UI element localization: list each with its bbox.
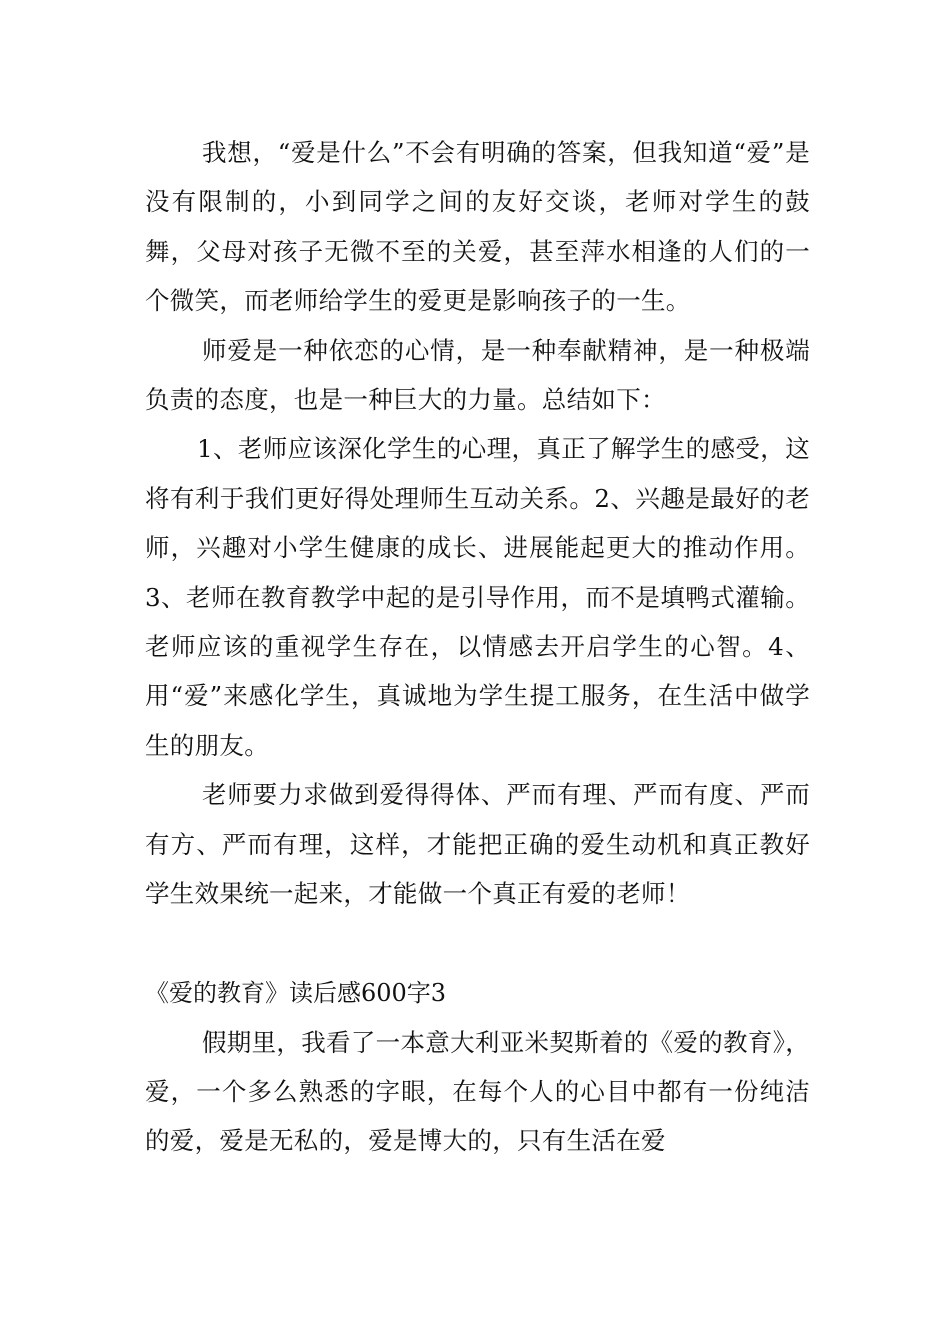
paragraph-what-is-love: 我想，“爱是什么”不会有明确的答案，但我知道“爱”是没有限制的，小到同学之间的友好交谈，老师对学生的鼓舞，父母对孩子无微不至的关爱，甚至萍水相逢的人们的一个微笑，而老师给学生的爱更是影响孩子的一生。 [145,138,810,316]
paragraph-conclusion: 老师要力求做到爱得得体、严而有理、严而有度、严而有方、严而有理，这样，才能把正确的爱生动机和真正教好学生效果统一起来，才能做一个真正有爱的老师！ [145,780,810,909]
section-spacer [145,919,810,969]
paragraph-holiday-reading: 假期里，我看了一本意大利亚米契斯着的《爱的教育》，爱，一个多么熟悉的字眼，在每个人的心目中都有一份纯洁的爱，爱是无私的，爱是博大的，只有生活在爱 [145,1027,810,1156]
section-heading: 《爱的教育》读后感600字3 [145,978,447,1007]
paragraph-summary-points: 1、老师应该深化学生的心理，真正了解学生的感受，这将有利于我们更好得处理师生互动关系。2、兴趣是最好的老师，兴趣对小学生健康的成长、进展能起更大的推动作用。3、老师在教育教学中起的是引导作用，而不是填鸭式灌输。老师应该的重视学生存在，以情感去开启学生的心智。4、用“爱”来感化学生，真诚地为学生提工服务，在生活中做学生的朋友。 [145,434,810,760]
paragraph-teacher-love: 师爱是一种依恋的心情，是一种奉献精神，是一种极端负责的态度，也是一种巨大的力量。总结如下： [145,335,810,415]
document-page [145,128,810,1166]
